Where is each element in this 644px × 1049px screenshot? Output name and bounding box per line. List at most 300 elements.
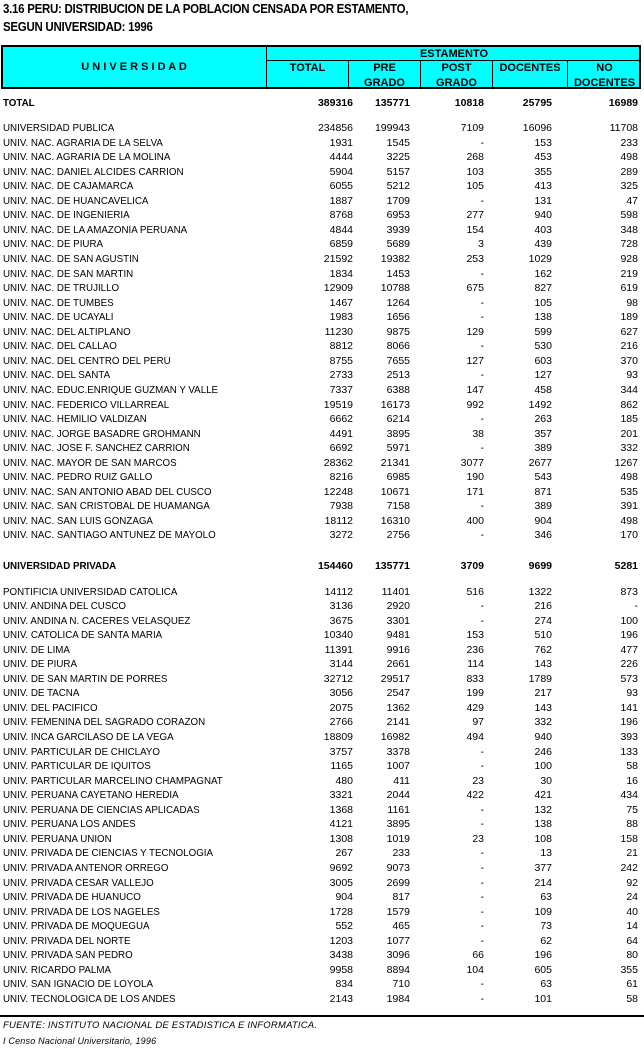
cell-pregrado: 8894 — [386, 963, 410, 976]
cell-pregrado: 2513 — [386, 369, 410, 382]
cell-postgrado: - — [480, 296, 484, 309]
table-bottom-rule — [0, 1015, 644, 1017]
row-name: UNIV. NAC. HEMILIO VALDIZAN — [3, 413, 147, 425]
cell-docentes: 131 — [534, 194, 552, 207]
cell-pregrado: 411 — [393, 774, 410, 787]
table-row — [0, 354, 644, 368]
cell-nodocentes: 434 — [620, 789, 638, 802]
cell-nodocentes: 598 — [620, 209, 638, 222]
cell-nodocentes: 873 — [620, 585, 638, 598]
cell-total: 4844 — [329, 223, 353, 236]
table-row — [0, 339, 644, 353]
cell-pregrado: 16173 — [380, 398, 410, 411]
cell-docentes: 827 — [534, 282, 552, 295]
cell-nodocentes: 498 — [620, 471, 638, 484]
cell-postgrado: 675 — [466, 282, 484, 295]
cell-nodocentes: 196 — [620, 629, 638, 642]
cell-pregrado: 1019 — [386, 832, 410, 845]
cell-total: 3005 — [329, 876, 353, 889]
row-name: UNIV. NAC. DE SAN MARTIN — [3, 267, 134, 280]
cell-docentes: 605 — [534, 963, 552, 976]
row-name: UNIV. PARTICULAR MARCELINO CHAMPAGNAT — [3, 774, 223, 787]
cell-postgrado: 23 — [472, 774, 484, 787]
cell-nodocentes: 242 — [620, 861, 638, 874]
cell-pregrado: 9875 — [386, 325, 410, 338]
cell-postgrado: - — [480, 369, 484, 382]
cell-nodocentes: 391 — [620, 500, 638, 513]
cell-total: 154460 — [317, 560, 353, 572]
cell-total: 12909 — [323, 282, 353, 295]
cell-total: 480 — [335, 774, 353, 787]
cell-nodocentes: 16989 — [608, 97, 638, 109]
cell-postgrado: - — [480, 861, 484, 874]
cell-docentes: 530 — [534, 340, 552, 353]
cell-postgrado: - — [480, 745, 484, 758]
cell-nodocentes: 498 — [620, 151, 638, 164]
header-col-nodocentes-line2: DOCENTES — [573, 77, 636, 89]
cell-nodocentes: 88 — [626, 818, 638, 831]
row-name: UNIVERSIDAD PRIVADA — [3, 560, 117, 572]
cell-docentes: 439 — [534, 238, 552, 251]
table-row — [0, 846, 644, 860]
cell-docentes: 453 — [534, 151, 552, 164]
cell-total: 2766 — [329, 716, 353, 729]
table-row — [0, 599, 644, 613]
cell-postgrado: 97 — [472, 716, 484, 729]
cell-total: 7337 — [329, 383, 353, 396]
cell-postgrado: - — [480, 500, 484, 513]
table-row — [0, 643, 644, 657]
cell-total: 3438 — [329, 949, 353, 962]
cell-postgrado: 127 — [466, 354, 484, 367]
row-name: UNIV. RICARDO PALMA — [3, 963, 111, 976]
cell-pregrado: 3096 — [386, 949, 410, 962]
cell-pregrado: 1362 — [386, 701, 410, 714]
table-row — [0, 150, 644, 164]
table-row-total — [0, 96, 644, 110]
row-name: TOTAL — [3, 97, 35, 109]
cell-postgrado: 38 — [472, 427, 484, 440]
cell-nodocentes: 627 — [620, 325, 638, 338]
cell-postgrado: - — [480, 847, 484, 860]
table-row — [0, 861, 644, 875]
cell-postgrado: 153 — [466, 629, 484, 642]
table-row — [0, 223, 644, 237]
cell-nodocentes: 100 — [620, 614, 638, 627]
cell-docentes: 16096 — [522, 122, 552, 134]
row-name: UNIV. INCA GARCILASO DE LA VEGA — [3, 731, 174, 743]
cell-postgrado: 154 — [466, 223, 484, 236]
source-note: FUENTE: INSTITUTO NACIONAL DE ESTADISTICA E INFORMATICA. — [3, 1020, 318, 1031]
table-row — [0, 963, 644, 977]
cell-pregrado: 3895 — [386, 818, 410, 831]
cell-total: 6859 — [329, 238, 353, 251]
table-row — [0, 252, 644, 266]
table-row — [0, 296, 644, 310]
table-row — [0, 715, 644, 729]
cell-postgrado: 3709 — [460, 560, 484, 572]
table-row — [0, 934, 644, 948]
cell-docentes: 904 — [534, 514, 552, 527]
cell-pregrado: 5157 — [386, 165, 410, 178]
cell-pregrado: 1077 — [386, 934, 410, 947]
cell-nodocentes: 728 — [620, 238, 638, 251]
cell-nodocentes: 325 — [620, 180, 638, 193]
cell-docentes: 2677 — [528, 456, 552, 469]
cell-docentes: 63 — [540, 891, 552, 903]
cell-postgrado: 516 — [466, 585, 484, 598]
cell-total: 1834 — [329, 267, 353, 280]
cell-nodocentes: 58 — [626, 760, 638, 773]
cell-nodocentes: 185 — [620, 413, 638, 425]
cell-docentes: 13 — [540, 847, 552, 860]
cell-total: 2143 — [329, 992, 353, 1005]
table-row — [0, 325, 644, 339]
row-name: UNIV. PRIVADA DE CIENCIAS Y TECNOLOGIA — [3, 847, 214, 860]
cell-total: 18112 — [324, 514, 353, 527]
cell-total: 8768 — [329, 209, 353, 222]
cell-nodocentes: 226 — [620, 658, 638, 671]
cell-docentes: 216 — [534, 600, 552, 613]
cell-nodocentes: 47 — [626, 194, 638, 207]
cell-pregrado: 9916 — [386, 643, 410, 656]
cell-docentes: 63 — [540, 978, 552, 991]
cell-postgrado: 199 — [466, 687, 484, 700]
cell-pregrado: 817 — [392, 891, 410, 903]
table-row — [0, 977, 644, 991]
cell-postgrado: - — [480, 978, 484, 991]
table-row — [0, 628, 644, 642]
cell-postgrado: - — [480, 891, 484, 903]
table-row — [0, 499, 644, 513]
cell-postgrado: - — [480, 311, 484, 324]
cell-pregrado: 1453 — [386, 267, 410, 280]
cell-postgrado: 23 — [472, 832, 484, 845]
cell-nodocentes: 196 — [620, 716, 638, 729]
cell-postgrado: 104 — [466, 963, 484, 976]
cell-pregrado: 135771 — [374, 97, 410, 109]
row-name: UNIV. PARTICULAR DE IQUITOS — [3, 760, 151, 773]
cell-postgrado: - — [480, 136, 484, 149]
cell-pregrado: 1007 — [386, 760, 410, 773]
cell-nodocentes: 189 — [620, 311, 638, 324]
cell-total: 14112 — [324, 585, 353, 598]
cell-pregrado: 6214 — [386, 413, 410, 425]
cell-pregrado: 6953 — [386, 209, 410, 222]
cell-total: 267 — [335, 847, 353, 860]
cell-docentes: 871 — [534, 485, 552, 498]
cell-nodocentes: 24 — [626, 891, 638, 903]
table-row — [0, 832, 644, 846]
row-name: UNIV. PERUANA DE CIENCIAS APLICADAS — [3, 803, 200, 816]
cell-postgrado: 190 — [466, 471, 484, 484]
row-name: UNIV. NAC. FEDERICO VILLARREAL — [3, 398, 170, 411]
cell-docentes: 101 — [534, 992, 552, 1005]
cell-nodocentes: 14 — [626, 920, 638, 933]
cell-pregrado: 6388 — [386, 383, 410, 396]
cell-pregrado: 5689 — [386, 238, 410, 251]
cell-nodocentes: 498 — [620, 514, 638, 527]
row-name: UNIV. NAC. JORGE BASADRE GROHMANN — [3, 427, 201, 440]
cell-postgrado: - — [480, 600, 484, 613]
row-name: UNIV. PRIVADA DE HUANUCO — [3, 891, 141, 903]
cell-docentes: 543 — [534, 471, 552, 484]
cell-total: 6055 — [329, 180, 353, 193]
header-col-pregrado-line1: PRE — [373, 62, 396, 74]
table-row — [0, 237, 644, 251]
cell-total: 1887 — [329, 194, 353, 207]
cell-pregrado: 3301 — [386, 614, 410, 627]
cell-pregrado: 1579 — [386, 905, 410, 918]
table-row — [0, 136, 644, 150]
table-row — [0, 281, 644, 295]
cell-docentes: 421 — [534, 789, 552, 802]
cell-pregrado: 3225 — [386, 151, 410, 164]
cell-docentes: 153 — [534, 136, 552, 149]
cell-docentes: 127 — [534, 369, 552, 382]
row-name: UNIV. NAC. AGRARIA DE LA MOLINA — [3, 151, 171, 164]
table-row — [0, 992, 644, 1006]
table-row — [0, 803, 644, 817]
row-name: UNIV. DE SAN MARTIN DE PORRES — [3, 672, 168, 685]
cell-total: 1983 — [329, 311, 353, 324]
cell-pregrado: 6985 — [386, 471, 410, 484]
row-name: UNIV. NAC. SAN ANTONIO ABAD DEL CUSCO — [3, 485, 212, 498]
cell-total: 2075 — [329, 701, 353, 714]
cell-nodocentes: 64 — [626, 934, 638, 947]
cell-docentes: 138 — [534, 818, 552, 831]
cell-postgrado: 3077 — [460, 456, 484, 469]
table-row — [0, 876, 644, 890]
cell-nodocentes: 332 — [620, 442, 638, 455]
table-row — [0, 745, 644, 759]
cell-total: 389316 — [317, 97, 353, 109]
header-col-nodocentes — [568, 61, 641, 91]
cell-pregrado: 9073 — [386, 861, 410, 874]
cell-pregrado: 2044 — [386, 789, 410, 802]
cell-docentes: 389 — [534, 500, 552, 513]
row-name: UNIV. PARTICULAR DE CHICLAYO — [3, 745, 161, 758]
row-name: UNIV. NAC. DE HUANCAVELICA — [3, 194, 149, 207]
cell-pregrado: 2699 — [386, 876, 410, 889]
cell-pregrado: 10671 — [380, 485, 410, 498]
cell-docentes: 1789 — [528, 672, 552, 685]
cell-nodocentes: 21 — [626, 847, 638, 860]
row-name: UNIV. CATOLICA DE SANTA MARIA — [3, 629, 163, 642]
cell-nodocentes: 573 — [620, 672, 638, 685]
row-name: UNIV. NAC. DE PIURA — [3, 238, 104, 251]
cell-docentes: 389 — [534, 442, 552, 455]
table-row — [0, 890, 644, 904]
table-row — [0, 194, 644, 208]
cell-docentes: 377 — [534, 861, 552, 874]
cell-pregrado: 2756 — [386, 529, 410, 542]
cell-total: 3056 — [329, 687, 353, 700]
table-row — [0, 919, 644, 933]
cell-docentes: 940 — [534, 209, 552, 222]
cell-postgrado: 10818 — [454, 97, 484, 109]
table-row — [0, 441, 644, 455]
cell-total: 28362 — [323, 456, 353, 469]
header-col-postgrado-line1: POST — [441, 62, 472, 74]
cell-nodocentes: 344 — [620, 383, 638, 396]
cell-postgrado: - — [480, 529, 484, 542]
table-row — [0, 470, 644, 484]
cell-postgrado: 147 — [466, 383, 484, 396]
cell-docentes: 30 — [540, 774, 552, 787]
cell-postgrado: 66 — [472, 949, 484, 962]
cell-postgrado: 992 — [466, 398, 484, 411]
cell-total: 9692 — [329, 861, 353, 874]
cell-docentes: 108 — [534, 832, 552, 845]
cell-postgrado: 422 — [466, 789, 484, 802]
cell-docentes: 105 — [534, 296, 552, 309]
cell-postgrado: 429 — [466, 701, 484, 714]
cell-pregrado: 5212 — [386, 180, 410, 193]
table-row — [0, 398, 644, 412]
cell-docentes: 263 — [534, 413, 552, 425]
cell-total: 1308 — [329, 832, 353, 845]
cell-total: 8216 — [329, 471, 353, 484]
cell-nodocentes: 233 — [620, 136, 638, 149]
table-row — [0, 759, 644, 773]
cell-postgrado: 400 — [466, 514, 484, 527]
cell-pregrado: 1545 — [386, 136, 410, 149]
cell-docentes: 599 — [534, 325, 552, 338]
table-row — [0, 208, 644, 222]
cell-postgrado: - — [480, 818, 484, 831]
cell-docentes: 357 — [534, 427, 552, 440]
cell-docentes: 214 — [534, 876, 552, 889]
cell-postgrado: 7109 — [460, 122, 484, 134]
cell-docentes: 458 — [534, 383, 552, 396]
cell-docentes: 1029 — [528, 252, 552, 265]
header-col-pregrado-line2: GRADO — [364, 77, 405, 89]
cell-postgrado: - — [480, 194, 484, 207]
cell-total: 11230 — [324, 325, 353, 338]
row-name: UNIV. NAC. MAYOR DE SAN MARCOS — [3, 456, 177, 469]
cell-pregrado: 1709 — [386, 194, 410, 207]
cell-postgrado: - — [480, 992, 484, 1005]
cell-nodocentes: 619 — [620, 282, 638, 295]
cell-nodocentes: 133 — [620, 745, 638, 758]
cell-pregrado: 9481 — [386, 629, 410, 642]
cell-nodocentes: 477 — [620, 643, 638, 656]
table-row — [0, 905, 644, 919]
cell-docentes: 1322 — [528, 585, 552, 598]
header-col-nodocentes-line1: NO — [596, 62, 613, 74]
cell-total: 234856 — [317, 122, 353, 134]
cell-pregrado: 3378 — [386, 745, 410, 758]
cell-docentes: 274 — [534, 614, 552, 627]
cell-nodocentes: 370 — [620, 354, 638, 367]
table-row — [0, 817, 644, 831]
cell-postgrado: 129 — [466, 325, 484, 338]
cell-nodocentes: 58 — [626, 992, 638, 1005]
cell-postgrado: 103 — [466, 165, 484, 178]
cell-total: 32712 — [323, 672, 353, 685]
table-row — [0, 514, 644, 528]
table-row-total — [0, 559, 644, 573]
row-name: UNIV. NAC. JOSE F. SANCHEZ CARRION — [3, 442, 190, 455]
cell-total: 4121 — [329, 818, 353, 831]
row-name: UNIV. NAC. DEL CALLAO — [3, 340, 117, 353]
row-name: UNIV. PRIVADA ANTENOR ORREGO — [3, 861, 169, 874]
cell-total: 6692 — [329, 442, 353, 455]
cell-postgrado: - — [480, 760, 484, 773]
cell-docentes: 138 — [534, 311, 552, 324]
header-col-total — [267, 61, 348, 76]
cell-docentes: 162 — [534, 267, 552, 280]
cell-pregrado: 5971 — [386, 442, 410, 455]
cell-docentes: 346 — [534, 529, 552, 542]
row-name: UNIV. SAN IGNACIO DE LOYOLA — [3, 978, 153, 991]
cell-total: 904 — [335, 891, 353, 903]
table-row — [0, 614, 644, 628]
cell-pregrado: 1161 — [387, 803, 410, 816]
cell-total: 3136 — [329, 600, 353, 613]
cell-postgrado: - — [480, 340, 484, 353]
cell-pregrado: 3895 — [386, 427, 410, 440]
cell-postgrado: 171 — [466, 485, 484, 498]
header-col-docentes-line1: DOCENTES — [499, 62, 561, 74]
cell-pregrado: 3939 — [386, 223, 410, 236]
cell-postgrado: - — [480, 614, 484, 627]
cell-docentes: 332 — [534, 716, 552, 729]
cell-total: 11391 — [324, 643, 353, 656]
row-name: UNIV. PERUANA CAYETANO HEREDIA — [3, 789, 179, 802]
table-row — [0, 774, 644, 788]
census-note: I Censo Nacional Universitario, 1996 — [3, 1036, 157, 1046]
table-row — [0, 310, 644, 324]
cell-total: 18809 — [323, 731, 353, 743]
cell-pregrado: 2661 — [386, 658, 410, 671]
table-row — [0, 412, 644, 426]
row-name: UNIV. NAC. DE UCAYALI — [3, 311, 114, 324]
header-universidad: U N I V E R S I D A D — [81, 61, 188, 73]
cell-pregrado: 2141 — [386, 716, 410, 729]
cell-nodocentes: 93 — [626, 369, 638, 382]
cell-nodocentes: 61 — [626, 978, 638, 991]
cell-nodocentes: 5281 — [614, 560, 638, 572]
cell-docentes: 403 — [534, 223, 552, 236]
table-row — [0, 672, 644, 686]
row-name: UNIV. NAC. DE TUMBES — [3, 296, 114, 309]
cell-postgrado: 268 — [466, 151, 484, 164]
row-name: UNIV. NAC. EDUC.ENRIQUE GUZMAN Y VALLE — [3, 383, 219, 396]
row-name: UNIV. PERUANA LOS ANDES — [3, 818, 136, 831]
cell-nodocentes: 928 — [620, 252, 638, 265]
row-name: UNIV. PRIVADA DE LOS NAGELES — [3, 905, 160, 918]
cell-total: 9958 — [329, 963, 353, 976]
cell-postgrado: - — [480, 413, 484, 425]
cell-docentes: 109 — [534, 905, 552, 918]
table-row — [0, 427, 644, 441]
cell-total: 1728 — [329, 905, 353, 918]
cell-total: 19519 — [323, 398, 353, 411]
cell-docentes: 940 — [534, 731, 552, 743]
cell-pregrado: 11401 — [381, 585, 410, 598]
cell-total: 552 — [335, 920, 353, 933]
row-name: UNIV. NAC. DEL ALTIPLANO — [3, 325, 131, 338]
table-row — [0, 179, 644, 193]
cell-postgrado: 114 — [467, 658, 484, 671]
cell-total: 10340 — [323, 629, 353, 642]
cell-total: 3757 — [329, 745, 353, 758]
cell-nodocentes: 98 — [626, 296, 638, 309]
cell-postgrado: - — [480, 267, 484, 280]
cell-postgrado: 253 — [466, 252, 484, 265]
